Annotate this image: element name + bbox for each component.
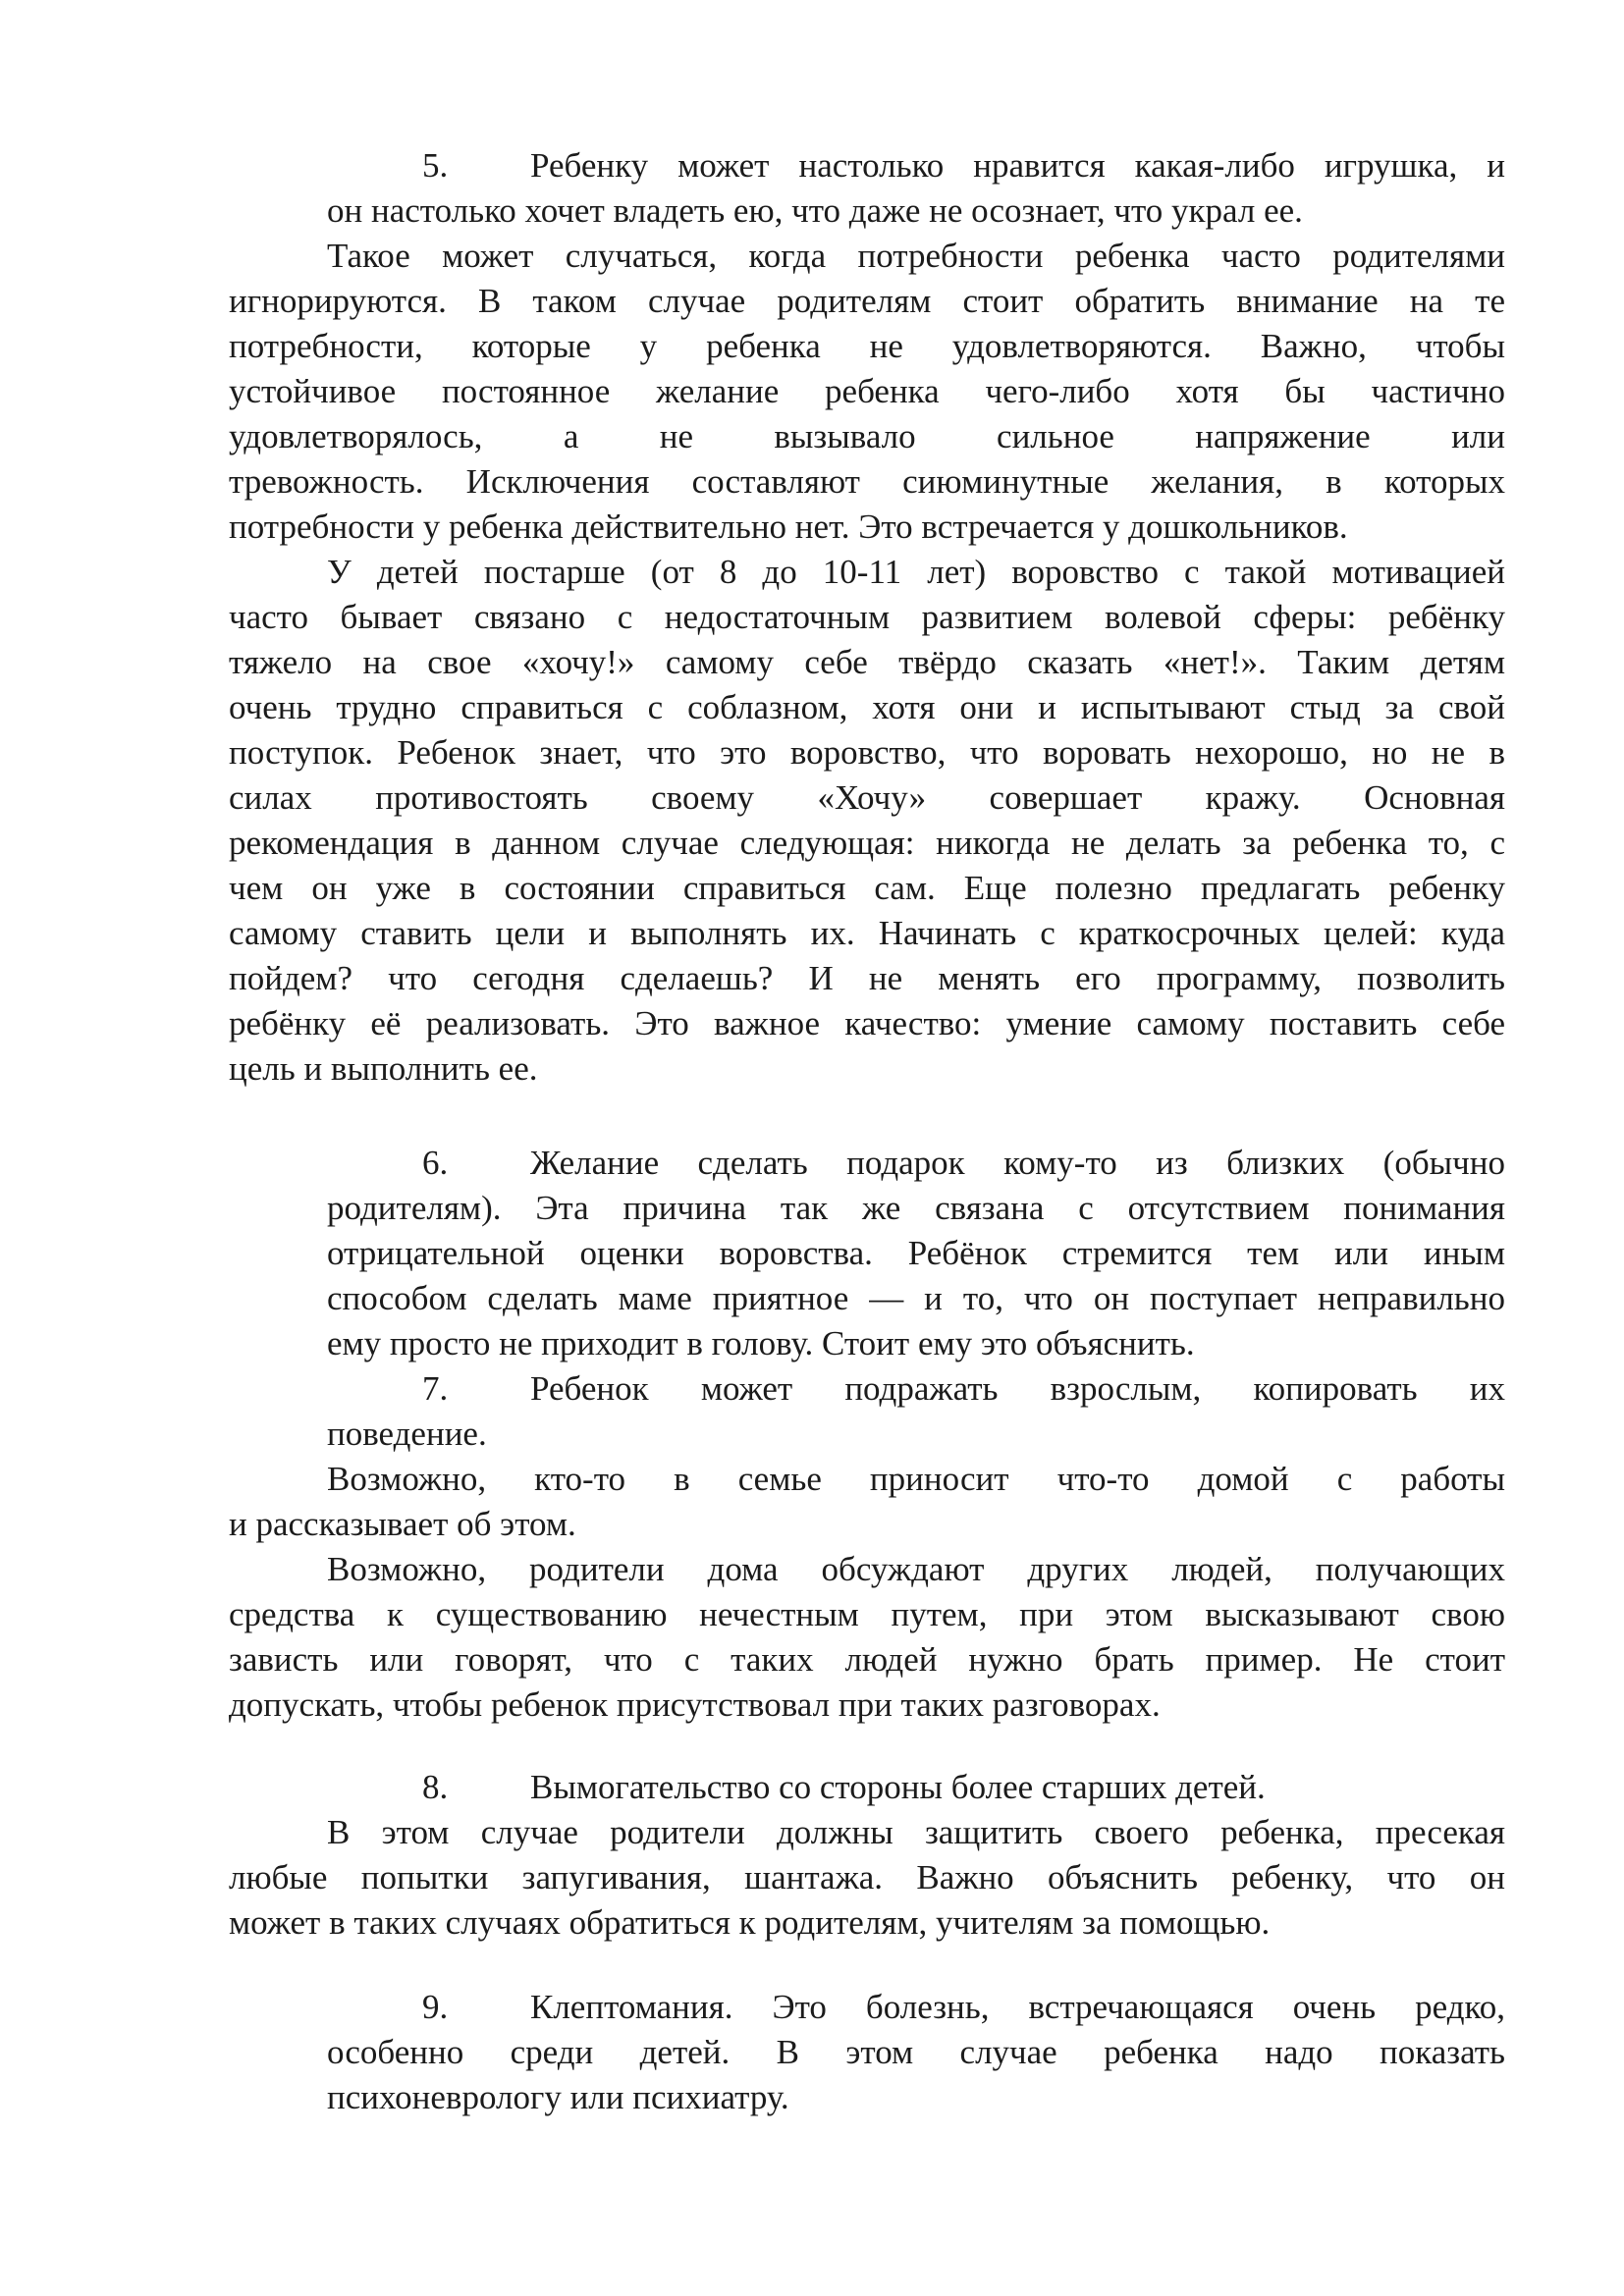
text-line: любые попытки запугивания, шантажа. Важно объяснить ребенку, что он [229,1858,1505,1896]
list-number: 6. [422,1144,449,1182]
text-line: игнорируются. В таком случае родителям стоит обратить внимание на те [229,282,1505,320]
text-line: удовлетворялось, а не вызывало сильное напряжение или [229,417,1505,455]
numbered-item [327,1366,1505,1457]
text-line: Возможно, родители дома обсуждают других людей, получающих [327,1550,1505,1588]
text-line: часто бывает связано с недостаточным развитием волевой сферы: ребёнку [229,598,1505,636]
text-line: самому ставить цели и выполнять их. Начинать с краткосрочных целей: куда [229,914,1505,952]
list-number: 8. [422,1768,449,1806]
text-line: тяжело на свое «хочу!» самому себе твёрдо сказать «нет!». Таким детям [229,643,1505,681]
text-line: Такое может случаться, когда потребности ребенка часто родителями [327,237,1505,275]
text-line: В этом случае родители должны защитить своего ребенка, пресекая [327,1813,1505,1851]
text-line: цель и выполнить ее. [229,1049,538,1088]
text-line: потребности, которые у ребенка не удовлетворяются. Важно, чтобы [229,327,1505,365]
text-line: ему просто не приходит в голову. Стоит ему это объяснить. [327,1324,1195,1362]
text-line: отрицательной оценки воровства. Ребёнок стремится тем или иным [327,1234,1505,1272]
text-line: ребёнку её реализовать. Это важное качество: умение самому поставить себе [229,1004,1505,1042]
text-line: тревожность. Исключения составляют сиюминутные желания, в которых [229,462,1505,501]
text-line: 8. Вымогательство со стороны более старших детей. [327,1765,1505,1810]
paragraph [229,1810,1505,1946]
text-line: рекомендация в данном случае следующая: никогда не делать за ребенка то, с [229,824,1505,862]
text-line: У детей постарше (от 8 до 10-11 лет) воровство с такой мотивацией [327,553,1505,591]
text-line: и рассказывает об этом. [229,1505,576,1543]
text-line: допускать, чтобы ребенок присутствовал при таких разговорах. [229,1685,1161,1724]
numbered-item [327,1141,1505,1366]
paragraph [229,550,1505,1092]
text-line: 7. Ребенок может подражать взрослым, копировать их [327,1366,1505,1412]
text-line: 6. Желание сделать подарок кому-то из близких (обычно [327,1141,1505,1186]
text-line: поступок. Ребенок знает, что это воровство, что воровать нехорошо, но не в [229,733,1505,772]
text-line: особенно среди детей. В этом случае ребенка надо показать [327,2033,1505,2071]
paragraph [229,1457,1505,1547]
text-line: чем он уже в состоянии справиться сам. Еще полезно предлагать ребенку [229,869,1505,907]
paragraph [229,1547,1505,1728]
numbered-item [327,143,1505,234]
text-line: способом сделать маме приятное — и то, что он поступает неправильно [327,1279,1505,1317]
text-line: устойчивое постоянное желание ребенка чего-либо хотя бы частично [229,372,1505,410]
text-line: родителям). Эта причина так же связана с отсутствием понимания [327,1189,1505,1227]
text-line: поведение. [327,1415,487,1453]
text-line: потребности у ребенка действительно нет. Это встречается у дошкольников. [229,507,1348,546]
text-line: средства к существованию нечестным путем, при этом высказывают свою [229,1595,1505,1633]
text-line: очень трудно справиться с соблазном, хотя они и испытывают стыд за свой [229,688,1505,726]
text-line: 5. Ребенку может настолько нравится какая-либо игрушка, и [327,143,1505,188]
numbered-item [327,1765,1505,1810]
text-line: силах противостоять своему «Хочу» совершает кражу. Основная [229,778,1505,817]
list-number: 7. [422,1369,449,1408]
numbered-item [327,1985,1505,2120]
text-line: пойдем? что сегодня сделаешь? И не менять его программу, позволить [229,959,1505,997]
text-line: зависть или говорят, что с таких людей нужно брать пример. Не стоит [229,1640,1505,1679]
text-line: он настолько хочет владеть ею, что даже не осознает, что украл ее. [327,191,1303,230]
text-line: может в таких случаях обратиться к родителям, учителям за помощью. [229,1903,1271,1942]
document-content [229,143,1505,2120]
list-number: 5. [422,146,449,185]
text-line: Возможно, кто-то в семье приносит что-то домой с работы [327,1460,1505,1498]
text-line: 9. Клептомания. Это болезнь, встречающаяся очень редко, [327,1985,1505,2030]
paragraph [229,234,1505,550]
list-number: 9. [422,1988,449,2026]
text-line: психоневрологу или психиатру. [327,2078,789,2116]
